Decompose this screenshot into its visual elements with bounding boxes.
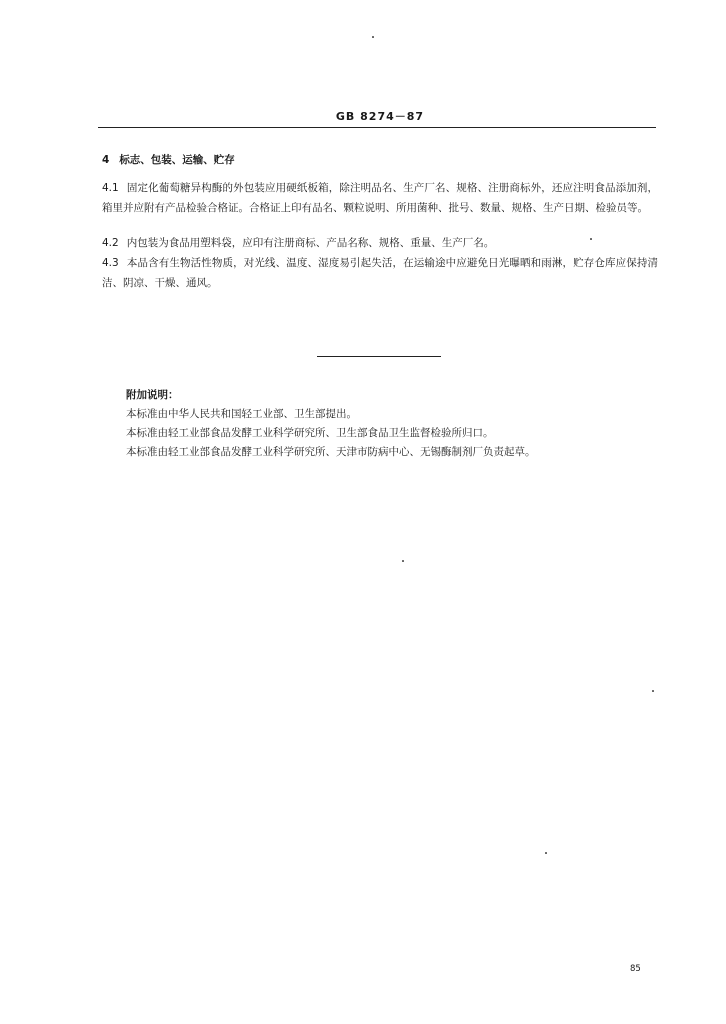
clause-text: 本品含有生物活性物质，对光线、温度、湿度易引起失活，在运输途中应避免日光曝晒和雨淋，贮存仓库应保持清洁、阴凉、干燥、通风。 — [102, 257, 658, 289]
clause-4-1 — [102, 178, 658, 218]
scan-speck — [402, 560, 404, 562]
clause-number: 4.3 — [102, 257, 119, 269]
appendix-line-proposer: 本标准由中华人民共和国轻工业部、卫生部提出。 — [126, 408, 357, 420]
scan-speck — [590, 238, 592, 240]
clause-text: 固定化葡萄糖异构酶的外包装应用硬纸板箱，除注明品名、生产厂名、规格、注册商标外，还应注明食品添加剂，箱里并应附有产品检验合格证。合格证上印有品名、颗粒说明、所用菌种、批号、数量、规格、生产日期、检验员等。 — [102, 182, 658, 214]
appendix-notes — [126, 386, 536, 462]
scan-speck — [652, 690, 654, 692]
header-divider — [98, 127, 656, 128]
section-heading — [102, 152, 235, 167]
appendix-title: 附加说明： — [126, 389, 179, 401]
scan-speck — [372, 36, 374, 38]
section-title: 标志、包装、运输、贮存 — [119, 154, 235, 166]
appendix-line-administrator: 本标准由轻工业部食品发酵工业科学研究所、卫生部食品卫生监督检验所归口。 — [126, 427, 494, 439]
section-end-divider — [317, 356, 441, 357]
page-number: 85 — [630, 964, 641, 974]
appendix-line-drafter: 本标准由轻工业部食品发酵工业科学研究所、天津市防病中心、无锡酶制剂厂负责起草。 — [126, 446, 536, 458]
scan-speck — [545, 852, 547, 854]
clause-number: 4.1 — [102, 182, 119, 194]
clause-4-2 — [102, 233, 658, 253]
standard-code-header: GB 8274－87 — [335, 110, 425, 123]
section-number: 4 — [102, 154, 110, 166]
clause-number: 4.2 — [102, 237, 119, 249]
clause-text: 内包装为食品用塑料袋，应印有注册商标、产品名称、规格、重量、生产厂名。 — [126, 237, 495, 249]
clause-4-3 — [102, 253, 658, 293]
